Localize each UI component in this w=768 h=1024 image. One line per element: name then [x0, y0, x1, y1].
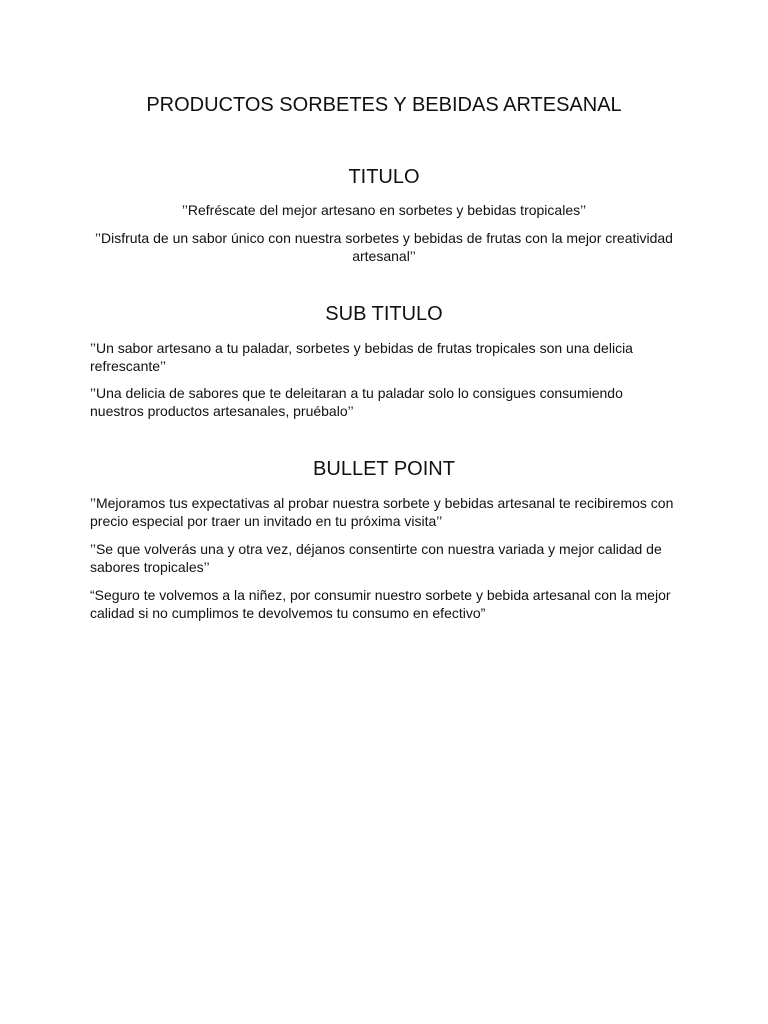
document-title: PRODUCTOS SORBETES Y BEBIDAS ARTESANAL — [146, 94, 622, 116]
bullet-point-paragraph-1: ’’Mejoramos tus expectativas al probar nuestra sorbete y bebidas artesanal te recibiremos con precio especial por traer un invitado en tu próxima visita’’ — [90, 495, 674, 529]
bullet-point-paragraph-2: ’’Se que volverás una y otra vez, déjanos consentirte con nuestra variada y mejor calidad de sabores tropicales’’ — [90, 541, 662, 575]
section-heading-sub-titulo: SUB TITULO — [325, 303, 443, 325]
section-heading-titulo: TITULO — [348, 166, 420, 188]
bullet-point-paragraph-3: “Seguro te volvemos a la niñez, por consumir nuestro sorbete y bebida artesanal con la mejor calidad si no cumplimos te devolvemos tu consumo en efectivo” — [90, 587, 671, 621]
sub-titulo-paragraph-2: ’’Una delicia de sabores que te deleitaran a tu paladar solo lo consigues consumiendo nuestros productos artesanales, pruébalo’’ — [90, 385, 623, 419]
titulo-paragraph-2: ’’Disfruta de un sabor único con nuestra sorbetes y bebidas de frutas con la mejor creatividad artesanal’’ — [95, 230, 673, 264]
titulo-paragraph-1: ’’Refréscate del mejor artesano en sorbetes y bebidas tropicales’’ — [181, 202, 587, 218]
sub-titulo-paragraph-1: ’’Un sabor artesano a tu paladar, sorbetes y bebidas de frutas tropicales son una delicia refrescante’’ — [90, 340, 633, 374]
section-heading-bullet-point: BULLET POINT — [313, 458, 455, 480]
